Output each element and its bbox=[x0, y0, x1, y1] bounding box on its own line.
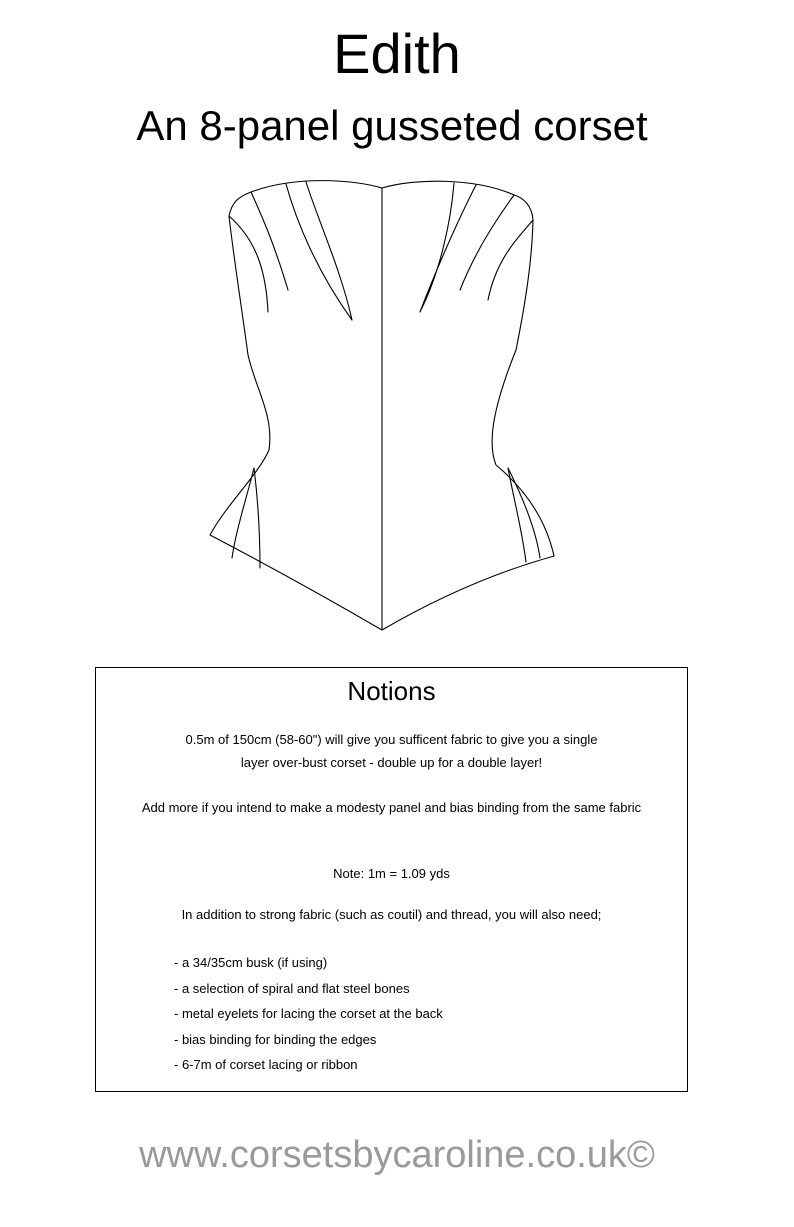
notions-box bbox=[95, 667, 688, 1092]
right-bust-gusset-2 bbox=[460, 195, 514, 290]
extra-fabric-line: Add more if you intend to make a modesty panel and bias binding from the same fabric bbox=[141, 800, 642, 815]
page-title: Edith bbox=[333, 22, 461, 85]
page-subtitle: An 8-panel gusseted corset bbox=[136, 102, 648, 149]
fabric-line-1: 0.5m of 150cm (58-60") will give you sufficent fabric to give you a single bbox=[185, 732, 598, 747]
conversion-note: Note: 1m = 1.09 yds bbox=[333, 866, 450, 881]
left-bust-gusset-2 bbox=[251, 192, 288, 290]
notions-list bbox=[174, 954, 443, 1082]
notions-heading: Notions bbox=[347, 676, 436, 706]
right-bust-gusset-1 bbox=[420, 183, 476, 312]
list-item: - a 34/35cm busk (if using) bbox=[174, 955, 328, 970]
left-bust-gusset-1 bbox=[286, 182, 352, 320]
website-footer: www.corsetsbycaroline.co.uk© bbox=[139, 1134, 655, 1176]
right-hip-gusset bbox=[508, 468, 540, 558]
right-hip-seam bbox=[508, 468, 526, 562]
list-item: - a selection of spiral and flat steel bones bbox=[174, 980, 410, 996]
list-item: - 6-7m of corset lacing or ribbon bbox=[174, 1057, 358, 1072]
list-item: - bias binding for binding the edges bbox=[174, 1031, 377, 1047]
left-hip-gusset bbox=[232, 468, 254, 558]
fabric-line-2: layer over-bust corset - double up for a double layer! bbox=[240, 755, 543, 770]
left-hip-seam bbox=[254, 468, 260, 568]
corset-front-drawing-icon bbox=[196, 180, 570, 635]
list-item: - metal eyelets for lacing the corset at the back bbox=[174, 1006, 443, 1021]
notions-intro: In addition to strong fabric (such as coutil) and thread, you will also need; bbox=[181, 907, 602, 922]
